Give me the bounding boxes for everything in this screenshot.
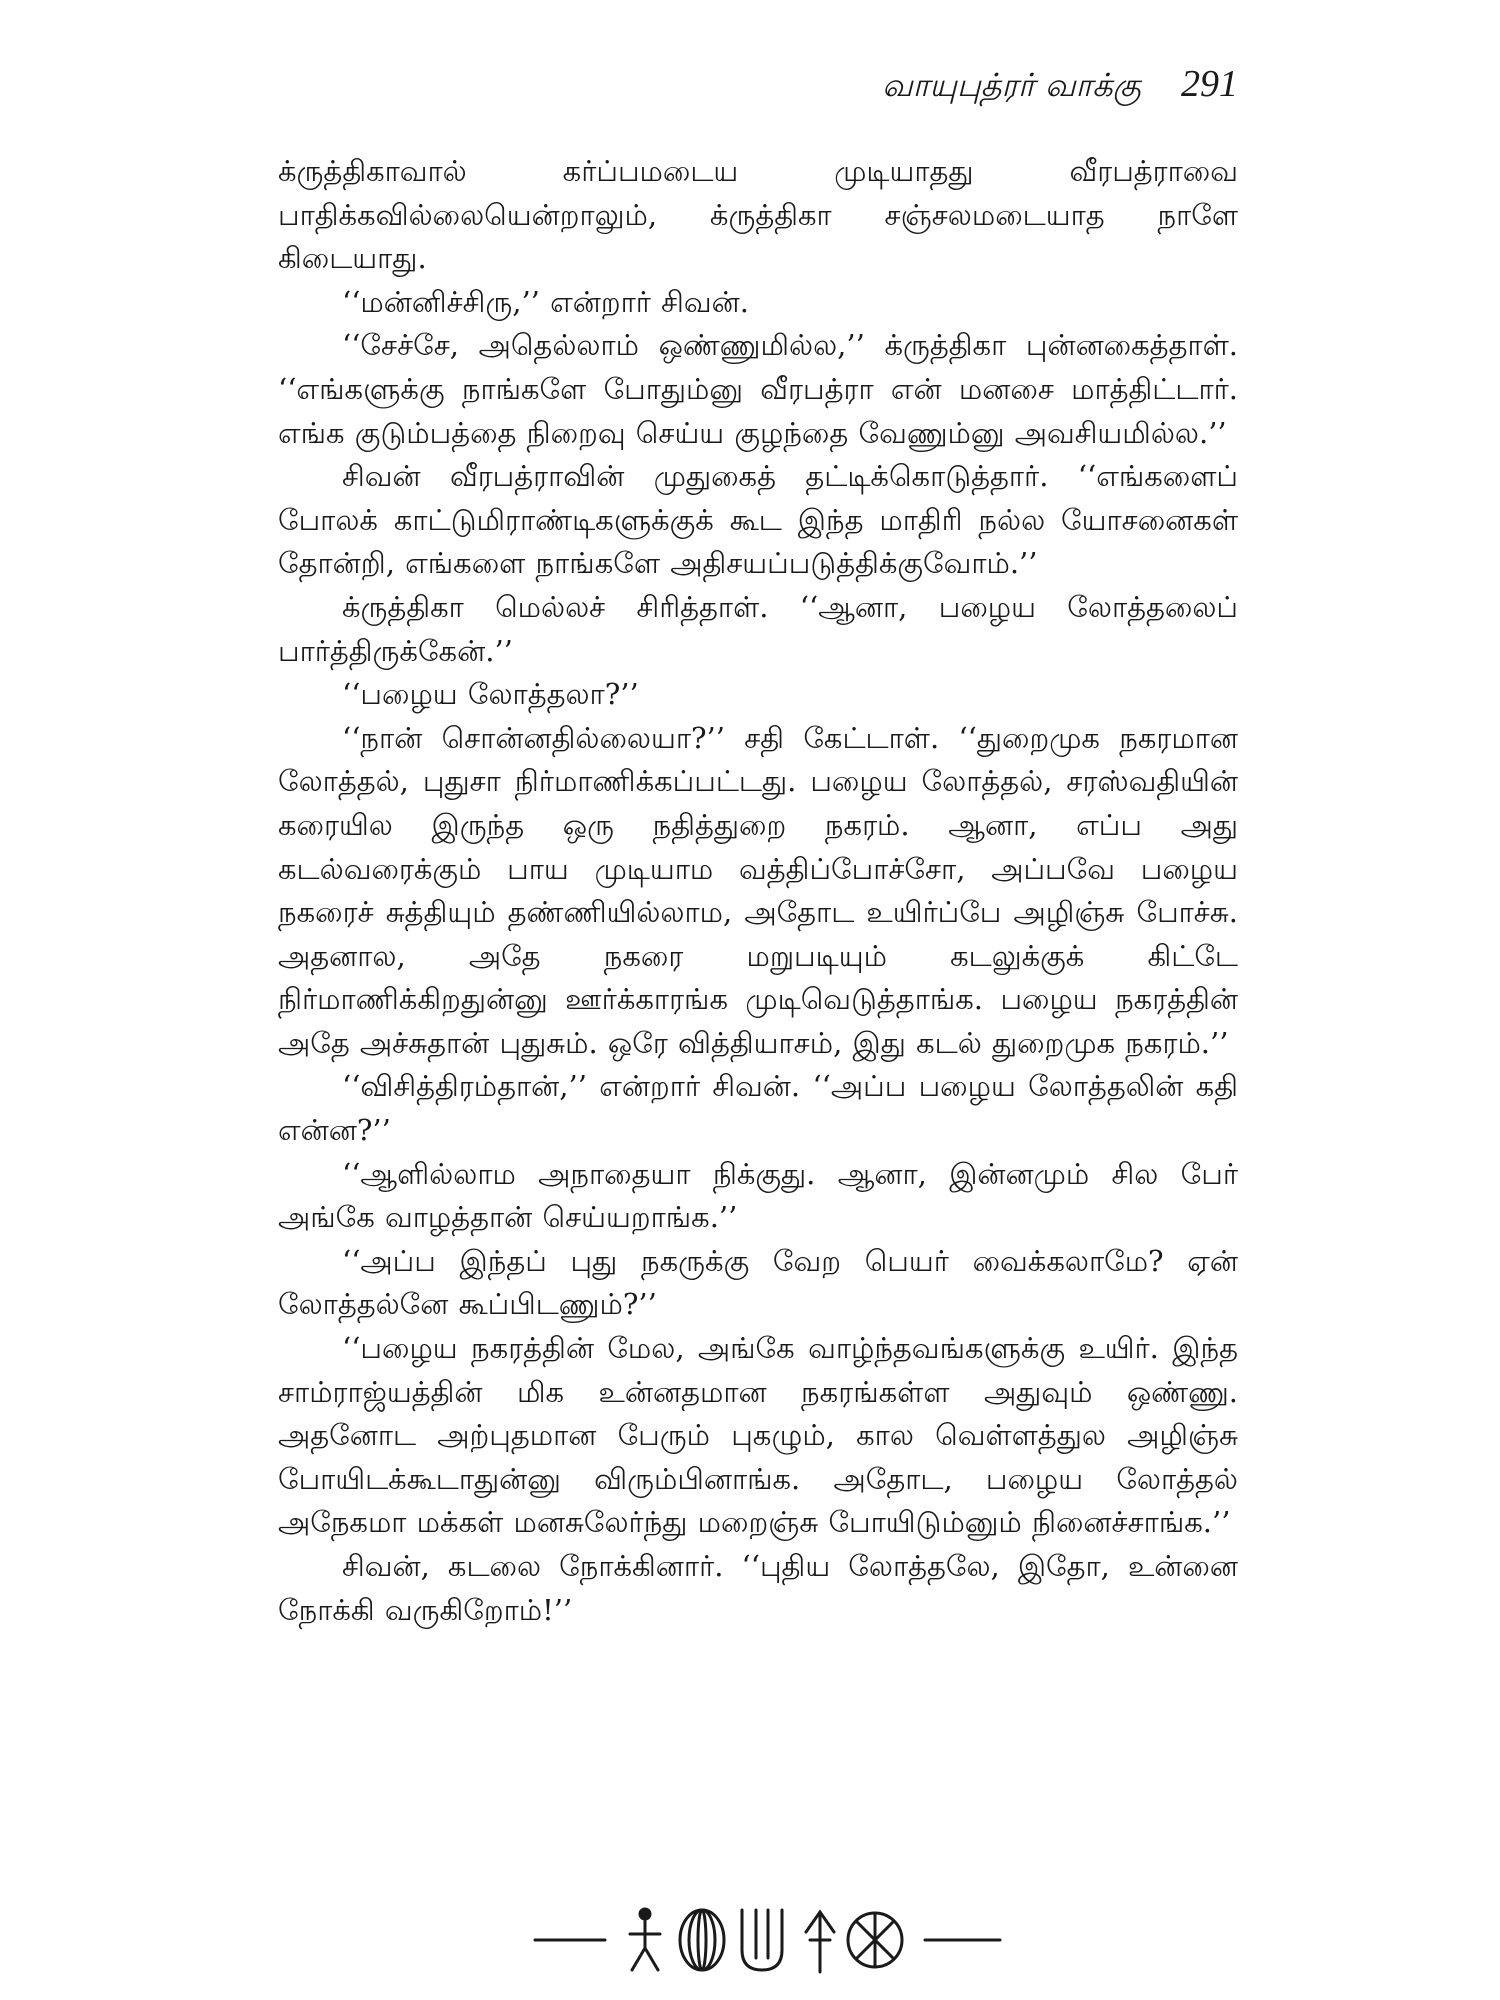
running-header [882,62,1238,108]
paragraph-8: ‘‘விசித்திரம்தான்,’’ என்றார் சிவன். ‘‘அப்ப பழைய லோத்தலின் கதி என்ன?’’ [278,1069,1238,1148]
stick-figure-glyph-icon [630,1909,660,1970]
section-end-ornament [530,1900,1010,1980]
page-number: 291 [1181,63,1238,105]
arrow-glyph-icon [806,1912,834,1972]
crossed-circle-glyph-icon [848,1913,902,1967]
paragraph-1: க்ருத்திகாவால் கர்ப்பமடைய முடியாதது வீரபத்ராவை பாதிக்கவில்லையென்றாலும், க்ருத்திகா சஞ்சலமடையாத நாளே கிடையாது. [278,154,1238,276]
paragraph-2: ‘‘மன்னிச்சிரு,’’ என்றார் சிவன். [342,284,749,319]
paragraph-6: ‘‘பழைய லோத்தலா?’’ [342,677,639,712]
chapter-title: வாயுபுத்ரர் வாக்கு [882,66,1141,104]
body-text [278,150,1238,1632]
paragraph-5: க்ருத்திகா மெல்லச் சிரித்தாள். ‘‘ஆனா, பழைய லோத்தலைப் பார்த்திருக்கேன்.’’ [278,589,1238,668]
paragraph-9: ‘‘ஆளில்லாம அநாதையா நிக்குது. ஆனா, இன்னமும் சில பேர் அங்கே வாழத்தான் செய்யறாங்க.’’ [278,1156,1238,1235]
triple-oval-glyph-icon [680,1910,724,1970]
u-glyph-icon [742,1910,782,1970]
paragraph-7: ‘‘நான் சொன்னதில்லையா?’’ சதி கேட்டாள். ‘‘துறைமுக நகரமான லோத்தல், புதுசா நிர்மாணிக்கப்பட்டது. பழைய லோத்தல், சரஸ்வதியின் கரையில இருந்த ஒரு நதித்துறை நகரம். ஆனா, எப்ப அது கடல்வரைக்கும் பாய முடியாம வத்திப்போச்சோ, அப்பவே பழைய நகரைச் சுத்தியும் தண்ணியில்லாம, அதோட உயிர்ப்பே அழிஞ்சு போச்சு. அதனால, அதே நகரை மறுபடியும் கடலுக்குக் கிட்டே நிர்மாணிக்கிறதுன்னு ஊர்க்காரங்க முடிவெடுத்தாங்க. பழைய நகரத்தின் அதே அச்சுதான் புதுசும். ஒரே வித்தியாசம், இது கடல் துறைமுக நகரம்.’’ [278,720,1238,1060]
paragraph-12: சிவன், கடலை நோக்கினார். ‘‘புதிய லோத்தலே, இதோ, உன்னை நோக்கி வருகிறோம்!’’ [278,1549,1238,1627]
paragraph-3: ‘‘சேச்சே, அதெல்லாம் ஒண்ணுமில்ல,’’ க்ருத்திகா புன்னகைத்தாள். ‘‘எங்களுக்கு நாங்களே போதும்னு வீரபத்ரா என் மனசை மாத்திட்டார். எங்க குடும்பத்தை நிறைவு செய்ய குழந்தை வேணும்னு அவசியமில்ல.’’ [278,328,1238,450]
paragraph-10: ‘‘அப்ப இந்தப் புது நகருக்கு வேற பெயர் வைக்கலாமே? ஏன் லோத்தல்னே கூப்பிடணும்?’’ [278,1243,1238,1322]
paragraph-11: ‘‘பழைய நகரத்தின் மேல, அங்கே வாழ்ந்தவங்களுக்கு உயிர். இந்த சாம்ராஜ்யத்தின் மிக உன்னதமான நகரங்கள்ள அதுவும் ஒண்ணு. அதனோட அற்புதமான பேரும் புகழும், கால வெள்ளத்துல அழிஞ்சு போயிடக்கூடாதுன்னு விரும்பினாங்க. அதோட, பழைய லோத்தல் அநேகமா மக்கள் மனசுலேர்ந்து மறைஞ்சு போயிடும்னும் நினைச்சாங்க.’’ [278,1331,1238,1540]
paragraph-4: சிவன் வீரபத்ராவின் முதுகைத் தட்டிக்கொடுத்தார். ‘‘எங்களைப் போலக் காட்டுமிராண்டிகளுக்குக் கூட இந்த மாதிரி நல்ல யோசனைகள் தோன்றி, எங்களை நாங்களே அதிசயப்படுத்திக்குவோம்.’’ [278,459,1238,581]
